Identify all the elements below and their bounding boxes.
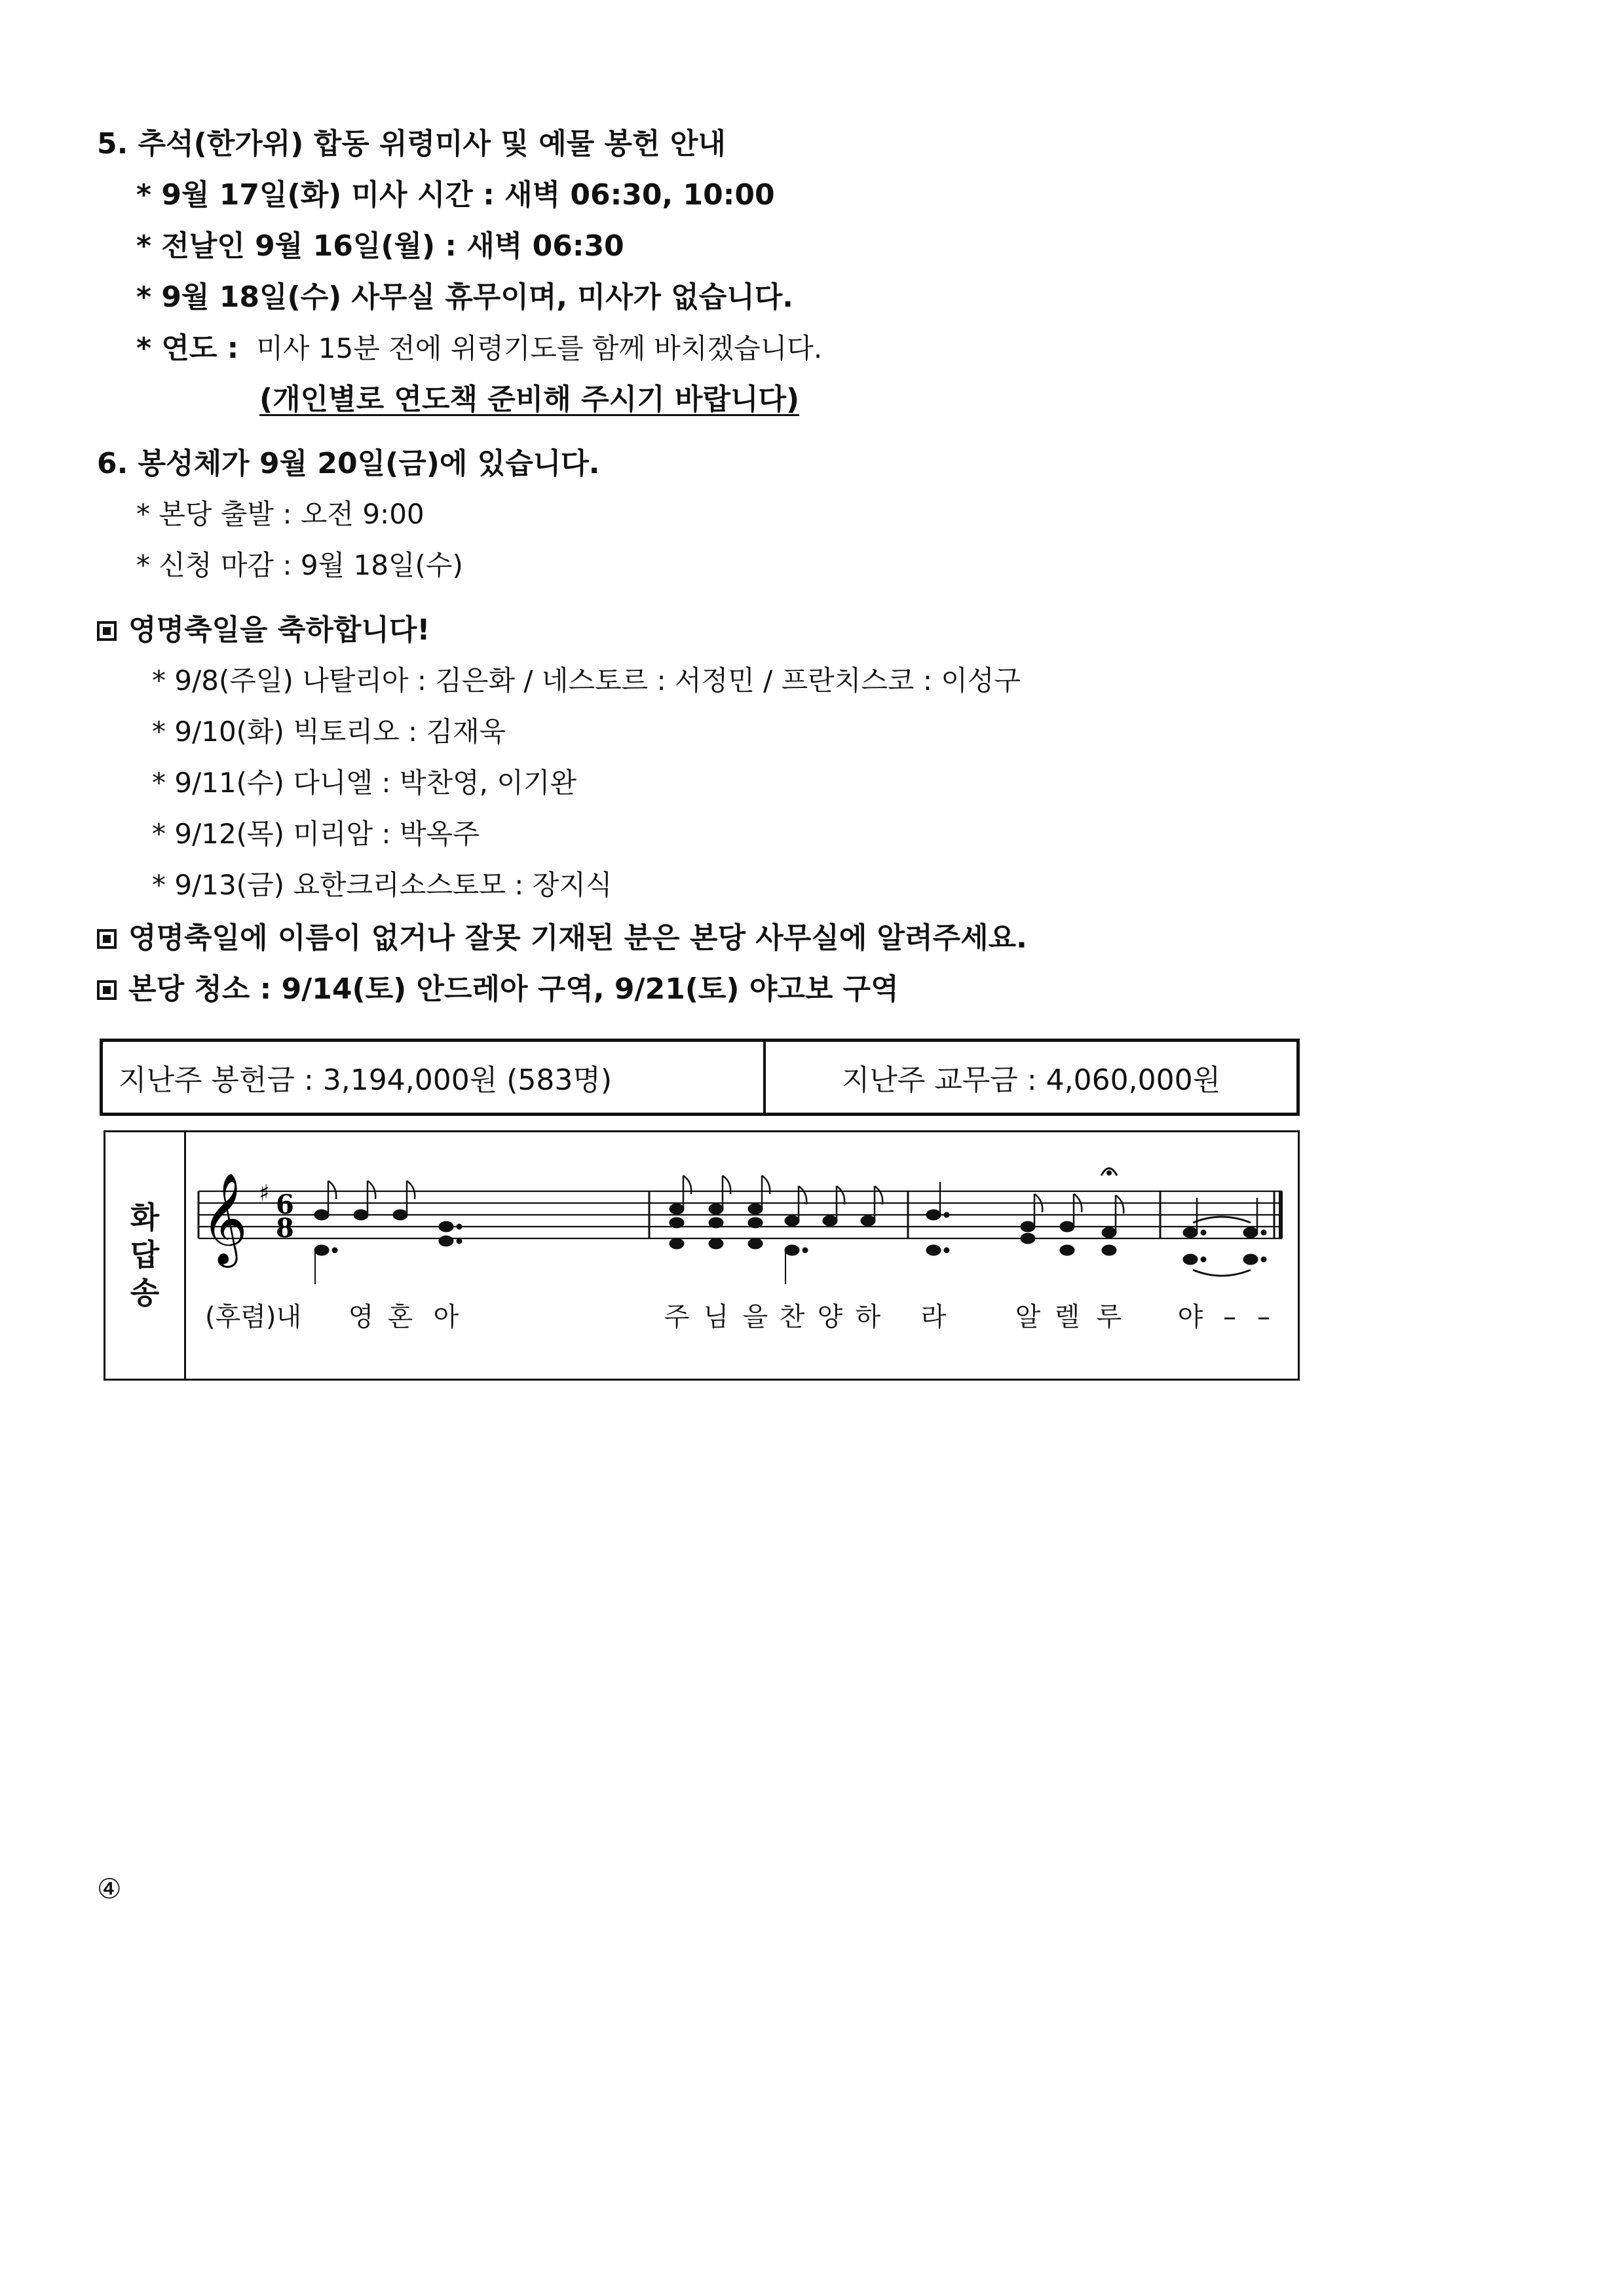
- lyric-syllable: 혼: [387, 1302, 413, 1332]
- music-score: [184, 1132, 1298, 1379]
- staff-notation: [184, 1132, 1298, 1379]
- note-head: [314, 1210, 329, 1220]
- lyric-syllable: –: [1223, 1302, 1236, 1332]
- lyric-syllable: 님: [703, 1302, 729, 1332]
- lyric-syllable: 알: [1015, 1302, 1041, 1332]
- note-head: [1102, 1227, 1116, 1238]
- section5-title: 5. 추석(한가위) 합동 위령미사 및 예물 봉헌 안내: [97, 127, 726, 161]
- lyric-syllable: 하: [855, 1302, 881, 1332]
- lyric-syllable: 영: [348, 1302, 374, 1332]
- yeondo-text: 미사 15분 전에 위령기도를 함께 바치겠습니다.: [256, 332, 823, 364]
- note-head: [1243, 1254, 1258, 1265]
- lyric-syllable: 렐: [1054, 1302, 1080, 1332]
- square-bullet-icon: [97, 621, 117, 641]
- tie-icon: [1193, 1270, 1251, 1276]
- feast-item: * 9/12(목) 미리암 : 박옥주: [152, 818, 480, 850]
- responsorial-psalm-box: [104, 1130, 1300, 1381]
- yeondo-line: [136, 334, 822, 363]
- feast-heading: [97, 613, 430, 647]
- note-head: [785, 1245, 799, 1255]
- lyric-syllable: 찬: [779, 1302, 805, 1332]
- time-signature-top: 6: [276, 1189, 294, 1220]
- cleaning-line: [97, 972, 899, 1006]
- yeondo-note: (개인별로 연도책 준비해 주시기 바랍니다): [259, 383, 800, 416]
- note-head: [785, 1215, 799, 1226]
- note-head: [748, 1204, 763, 1214]
- page-number: ④: [97, 1873, 122, 1905]
- note-head: [393, 1210, 407, 1220]
- feast-item: * 9/13(금) 요한크리소스토모 : 장지식: [152, 869, 613, 901]
- section5-item: * 전날인 9월 16일(월) : 새벽 06:30: [136, 229, 624, 263]
- note-head: [1060, 1221, 1074, 1232]
- psalm-label-char: 송: [130, 1274, 160, 1311]
- section5-item: * 9월 18일(수) 사무실 휴무이며, 미사가 없습니다.: [136, 280, 793, 314]
- lyric-syllable: (후렴)내: [205, 1302, 302, 1332]
- notice-missing-line: [97, 921, 1027, 955]
- lyric-syllable: 양: [817, 1302, 843, 1332]
- time-signature-bottom: 8: [276, 1213, 294, 1244]
- notice-missing: 영명축일에 이름이 없거나 잘못 기재된 분은 본당 사무실에 알려주세요.: [128, 921, 1027, 955]
- note-head: [439, 1221, 453, 1232]
- yeondo-label: * 연도 :: [136, 332, 239, 365]
- lyric-syllable: –: [1257, 1302, 1270, 1332]
- note-head: [861, 1215, 875, 1226]
- treble-clef-icon: 𝄞: [201, 1173, 248, 1264]
- feast-item: * 9/8(주일) 나탈리아 : 김은화 / 네스토르 : 서정민 / 프란치스코 : 이성구: [152, 664, 1021, 697]
- section6-item: * 신청 마감 : 9월 18일(수): [136, 549, 463, 581]
- lyric-syllable: 루: [1096, 1302, 1122, 1332]
- square-bullet-icon: [97, 980, 117, 1000]
- section6-item: * 본당 출발 : 오전 9:00: [136, 498, 425, 530]
- psalm-label-char: 답: [130, 1237, 160, 1273]
- note-head: [670, 1204, 684, 1214]
- note-head: [926, 1210, 941, 1220]
- lyric-syllable: 야: [1177, 1302, 1203, 1332]
- note-head: [1183, 1227, 1198, 1238]
- section5-item: * 9월 17일(화) 미사 시간 : 새벽 06:30, 10:00: [136, 178, 775, 212]
- psalm-label-char: 화: [130, 1199, 160, 1235]
- psalm-label: [105, 1132, 186, 1379]
- note-head: [1183, 1254, 1198, 1265]
- square-bullet-icon: [97, 929, 117, 949]
- note-head: [823, 1215, 837, 1226]
- offering-left: 지난주 봉헌금 : 3,194,000원 (583명): [103, 1042, 766, 1113]
- feast-item: * 9/10(화) 빅토리오 : 김재욱: [152, 716, 506, 748]
- sharp-icon: ♯: [259, 1180, 270, 1206]
- tie-icon: [1193, 1217, 1251, 1223]
- section6-title: 6. 봉성체가 9월 20일(금)에 있습니다.: [97, 447, 600, 480]
- offering-right: 지난주 교무금 : 4,060,000원: [841, 1063, 1221, 1097]
- note-head: [926, 1245, 941, 1255]
- note-head: [439, 1236, 453, 1246]
- feast-title: 영명축일을 축하합니다!: [128, 613, 430, 647]
- feast-item: * 9/11(수) 다니엘 : 박찬영, 이기완: [152, 767, 577, 799]
- offering-box: [100, 1039, 1300, 1116]
- note-head: [314, 1245, 329, 1255]
- lyric-syllable: 라: [920, 1302, 947, 1332]
- lyric-syllable: 아: [433, 1302, 459, 1332]
- note-head: [1021, 1221, 1035, 1232]
- lyric-syllable: 주: [664, 1302, 690, 1332]
- note-head: [354, 1210, 368, 1220]
- note-head: [1243, 1227, 1258, 1238]
- lyric-syllable: 을: [742, 1302, 768, 1332]
- cleaning-schedule: 본당 청소 : 9/14(토) 안드레아 구역, 9/21(토) 야고보 구역: [128, 972, 899, 1006]
- note-head: [709, 1204, 723, 1214]
